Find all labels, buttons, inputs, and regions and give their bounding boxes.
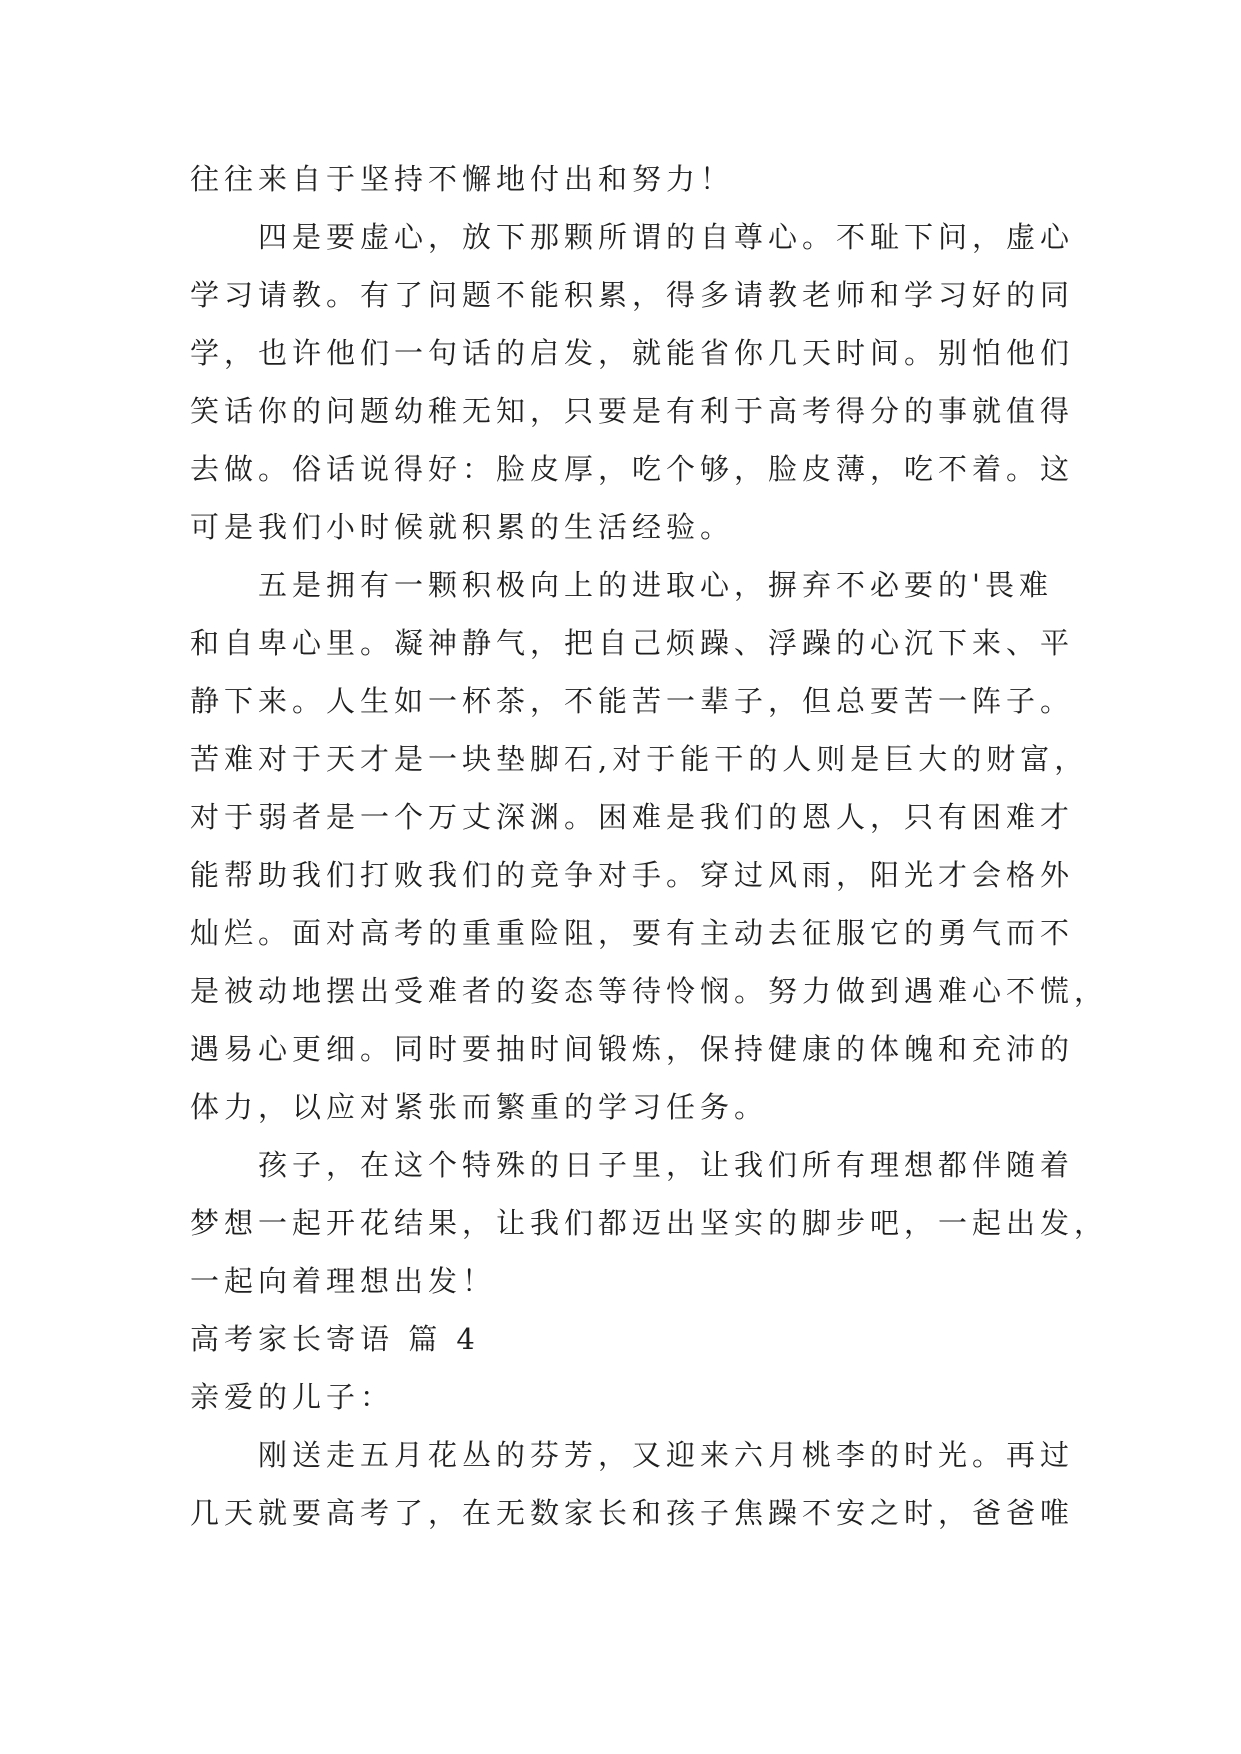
text-line: 学习请教。有了问题不能积累，得多请教老师和学习好的同	[190, 278, 1075, 312]
text-line: 可是我们小时候就积累的生活经验。	[190, 510, 735, 544]
text-line: 苦难对于天才是一块垫脚石,对于能干的人则是巨大的财富，	[190, 742, 1089, 776]
text-line: 五是拥有一颗积极向上的进取心，摒弃不必要的'畏难	[258, 568, 1053, 602]
text-line: 能帮助我们打败我们的竞争对手。穿过风雨，阳光才会格外	[190, 858, 1075, 892]
text-line: 遇易心更细。同时要抽时间锻炼，保持健康的体魄和充沛的	[190, 1032, 1075, 1066]
text-line: 和自卑心里。凝神静气，把自己烦躁、浮躁的心沉下来、平	[190, 626, 1075, 660]
text-line: 一起向着理想出发！	[190, 1264, 497, 1298]
document-body	[190, 150, 1109, 1542]
text-line: 对于弱者是一个万丈深渊。困难是我们的恩人，只有困难才	[190, 800, 1075, 834]
text-line: 四是要虚心，放下那颗所谓的自尊心。不耻下问，虚心	[258, 220, 1075, 254]
text-line: 梦想一起开花结果，让我们都迈出坚实的脚步吧，一起出发，	[190, 1206, 1109, 1240]
text-line: 刚送走五月花丛的芬芳，又迎来六月桃李的时光。再过	[258, 1438, 1075, 1472]
text-line: 孩子，在这个特殊的日子里，让我们所有理想都伴随着	[258, 1148, 1075, 1182]
text-line: 是被动地摆出受难者的姿态等待怜悯。努力做到遇难心不慌，	[190, 974, 1109, 1008]
text-line: 去做。俗话说得好：脸皮厚，吃个够，脸皮薄，吃不着。这	[190, 452, 1075, 486]
text-line: 灿烂。面对高考的重重险阻，要有主动去征服它的勇气而不	[190, 916, 1075, 950]
text-line: 笑话你的问题幼稚无知，只要是有利于高考得分的事就值得	[190, 394, 1075, 428]
text-line: 几天就要高考了，在无数家长和孩子焦躁不安之时，爸爸唯	[190, 1496, 1075, 1530]
text-line: 体力，以应对紧张而繁重的学习任务。	[190, 1090, 769, 1124]
text-line: 高考家长寄语 篇 4	[190, 1322, 480, 1356]
text-line: 学，也许他们一句话的启发，就能省你几天时间。别怕他们	[190, 336, 1075, 370]
text-line: 往往来自于坚持不懈地付出和努力！	[190, 162, 735, 196]
text-line: 静下来。人生如一杯茶，不能苦一辈子，但总要苦一阵子。	[190, 684, 1075, 718]
text-line: 亲爱的儿子：	[190, 1380, 395, 1414]
